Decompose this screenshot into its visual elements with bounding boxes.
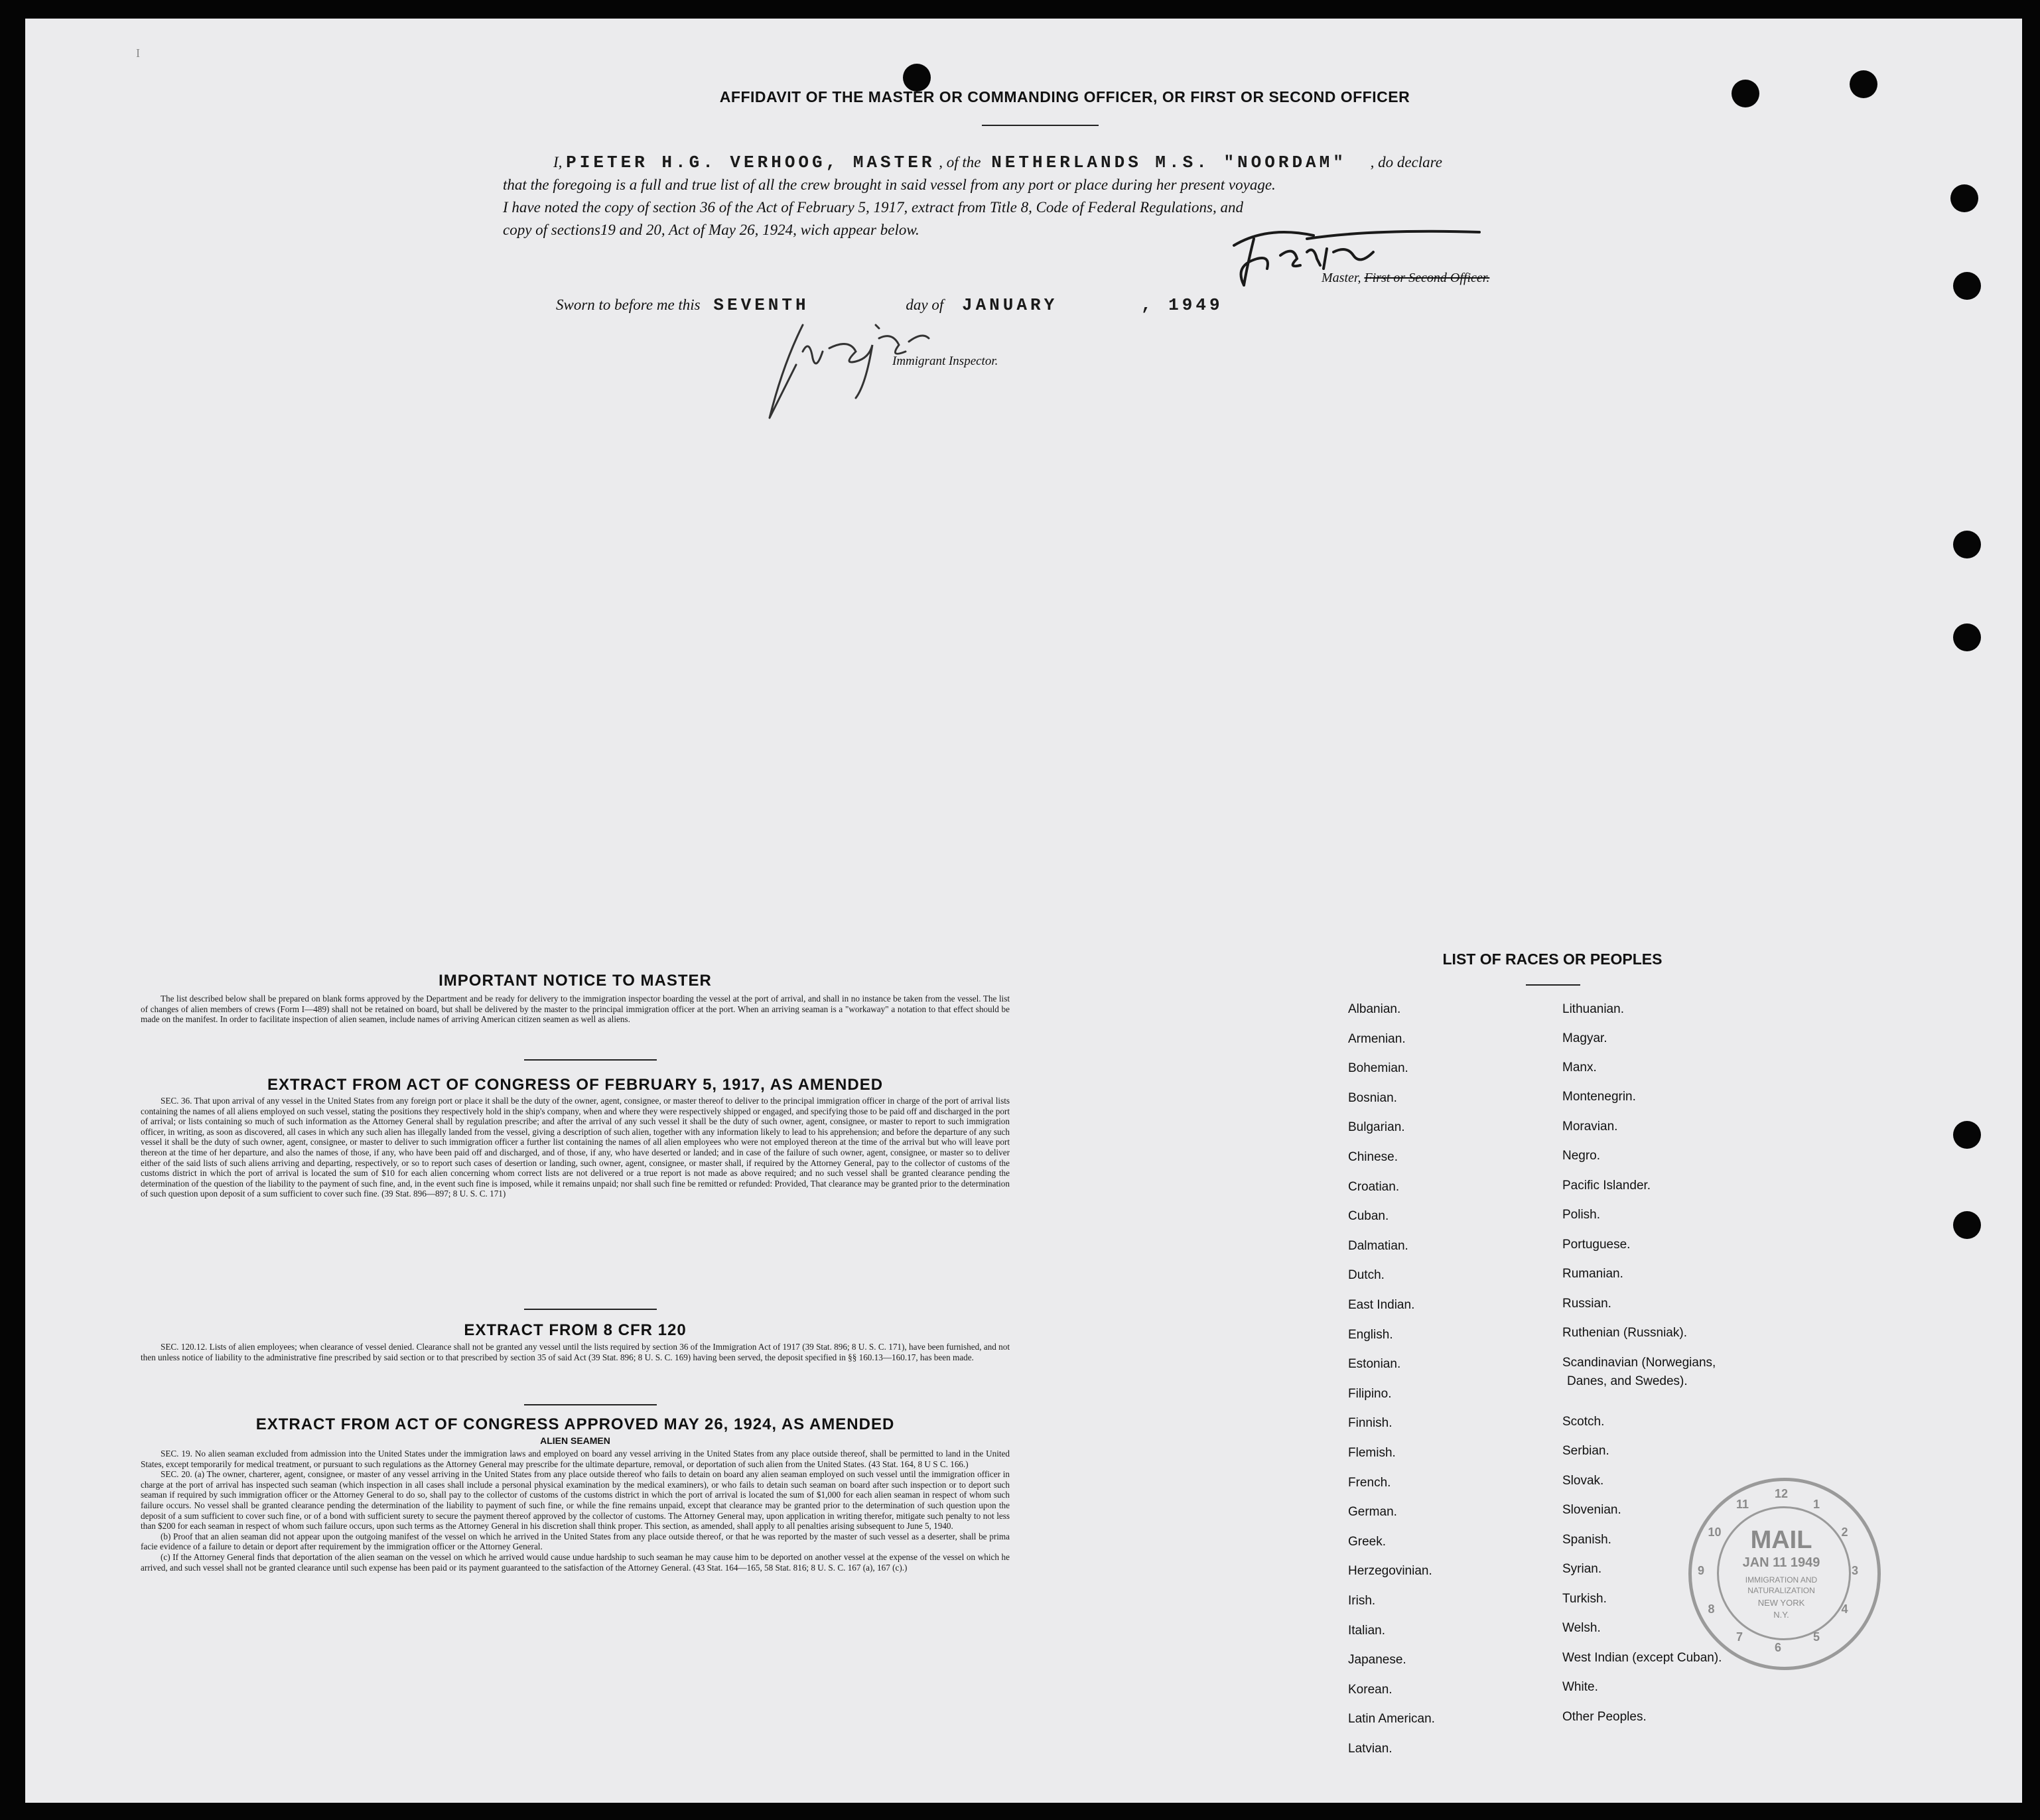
race-item: Italian. bbox=[1348, 1623, 1385, 1638]
stamp-digit: 6 bbox=[1775, 1641, 1782, 1654]
declaration-line-1 bbox=[503, 151, 1568, 174]
race-item: Rumanian. bbox=[1562, 1267, 1623, 1281]
extract2-paragraph: SEC. 120.12. Lists of alien employees; when clearance of vessel denied. Clearance shall not be granted any vessel until the lists required by section 36 of the Immigration Act of 1917 (39 Stat. 896; 8 U. S. C. 171), have been furnished, and not then unless notice of liability to the administrative fine prescribed by said section or to that prescribed by section 35 of said Act (39 Stat. 896; 8 U. S. C. 169) having been served, the deposit specified in §§ 160.13—160.17, has been made. bbox=[141, 1342, 1010, 1362]
stamp-digit: 8 bbox=[1708, 1602, 1715, 1616]
race-item: Latvian. bbox=[1348, 1742, 1393, 1756]
title-divider bbox=[982, 125, 1099, 126]
extract2-body bbox=[141, 1342, 1010, 1362]
race-item: Portuguese. bbox=[1562, 1238, 1631, 1252]
stamp-line-3: NEW YORK bbox=[1757, 1598, 1805, 1608]
race-item: Dalmatian. bbox=[1348, 1238, 1408, 1253]
race-item: Montenegrin. bbox=[1562, 1090, 1636, 1104]
race-item: Greek. bbox=[1348, 1534, 1387, 1549]
stamp-digit: 9 bbox=[1698, 1564, 1705, 1577]
punch-hole bbox=[1950, 184, 1978, 212]
declaration-lead: I, bbox=[553, 154, 563, 170]
race-item: Pacific Islander. bbox=[1562, 1179, 1651, 1193]
affidavit-title: AFFIDAVIT OF THE MASTER OR COMMANDING OFFICER, OR FIRST OR SECOND OFFICER bbox=[719, 88, 1410, 105]
struck-officer-label: First or Second Officer. bbox=[1364, 271, 1490, 285]
stamp-digit: 11 bbox=[1736, 1497, 1749, 1511]
race-item: Estonian. bbox=[1348, 1357, 1401, 1372]
notice-body bbox=[141, 994, 1010, 1025]
race-item: Other Peoples. bbox=[1562, 1710, 1647, 1724]
race-item: Chinese. bbox=[1348, 1150, 1398, 1164]
stamp-digit: 4 bbox=[1841, 1602, 1848, 1616]
punch-hole bbox=[1953, 531, 1981, 558]
race-item: Turkish. bbox=[1562, 1592, 1607, 1606]
inspector-label: Immigrant Inspector. bbox=[892, 354, 998, 368]
extract3-paragraph-2: SEC. 20. (a) The owner, charterer, agent, consignee, or master of any vessel arriving in the United States from any place outside thereof who fails to detain on board any alien seaman employed on such vessel until the immigration officer in charge at the port of arrival has inspected such seaman (which inspection in all cases shall include a personal physical examination by the medical examiners), or who fails to detain such seaman on board after such inspection or to deport such seaman if required by such immigration officer or the Attorney General to do so, shall pay to the collector of customs of the customs district in which the port of arrival is located the sum of $1,000 for each alien seaman in respect of whom such failure occurs. No vessel shall be granted clearance pending the determination of the liability to payment of such fine, or while the fine remains unpaid, except that clearance may be granted prior to the determination of such question upon the deposit of a sum sufficient to cover such fine, or of a bond with sufficient surety to secure the payment thereof approved by the collector of customs. The Attorney General may, upon application in writing therefor, mitigate such penalty to not less than $200 for each seaman in respect of whom such failure occurs, upon such terms as the Attorney General in his discretion shall think proper. This section, as amended, shall apply to all penalties arising subsequent to June 5, 1940. bbox=[141, 1469, 1010, 1531]
race-item: Armenian. bbox=[1348, 1031, 1406, 1046]
section-divider bbox=[524, 1059, 657, 1061]
race-item: Magyar. bbox=[1562, 1031, 1607, 1045]
section-divider bbox=[524, 1404, 657, 1405]
sworn-year: , 1949 bbox=[1140, 295, 1223, 315]
race-item: Syrian. bbox=[1562, 1562, 1602, 1576]
race-item: Slovenian. bbox=[1562, 1503, 1621, 1517]
race-item: Slovak. bbox=[1562, 1474, 1604, 1488]
extract3-paragraph-3: (b) Proof that an alien seaman did not appear upon the outgoing manifest of the vessel on which he arrived in the United States from any place outside thereof, or that he was reported by the master of such vessel as a deserter, shall be prima facie evidence of a failure to detain or deport after requirement by the immigration officer or the Attorney General. bbox=[141, 1531, 1010, 1552]
race-item: Bohemian. bbox=[1348, 1061, 1408, 1076]
race-item: Herzegovinian. bbox=[1348, 1564, 1432, 1579]
extract1-body bbox=[141, 1096, 1010, 1199]
master-label: Master, bbox=[1322, 271, 1361, 285]
race-item: Manx. bbox=[1562, 1061, 1597, 1074]
punch-hole bbox=[1953, 1121, 1981, 1149]
notice-title: IMPORTANT NOTICE TO MASTER bbox=[439, 972, 712, 990]
race-item: Albanian. bbox=[1348, 1002, 1401, 1016]
punch-hole bbox=[1953, 623, 1981, 651]
declaration-line-3: I have noted the copy of section 36 of the Act of February 5, 1917, extract from Title 8, Code of Federal Regulations, and bbox=[503, 199, 1243, 216]
race-item: Welsh. bbox=[1562, 1621, 1601, 1635]
extract1-title: EXTRACT FROM ACT OF CONGRESS OF FEBRUARY 5, 1917, AS AMENDED bbox=[267, 1076, 884, 1094]
race-item: German. bbox=[1348, 1505, 1397, 1520]
declaration-line-2: that the foregoing is a full and true list of all the crew brought in said vessel from any port or place during her present voyage. bbox=[503, 176, 1276, 193]
race-item: Japanese. bbox=[1348, 1653, 1406, 1667]
race-item: West Indian (except Cuban). bbox=[1562, 1651, 1722, 1665]
stamp-digit: 7 bbox=[1736, 1630, 1743, 1644]
punch-hole bbox=[1953, 272, 1981, 300]
stamp-digit: 3 bbox=[1852, 1564, 1859, 1577]
race-item: Serbian. bbox=[1562, 1444, 1609, 1458]
stamp-date: JAN 11 1949 bbox=[1742, 1555, 1820, 1570]
stamp-digit: 2 bbox=[1841, 1526, 1848, 1539]
race-item: Spanish. bbox=[1562, 1533, 1611, 1547]
race-item: Irish. bbox=[1348, 1594, 1376, 1608]
stamp-line-4: N.Y. bbox=[1773, 1610, 1789, 1620]
races-title: LIST OF RACES OR PEOPLES bbox=[1442, 950, 1663, 968]
race-item: Polish. bbox=[1562, 1208, 1601, 1222]
stamp-line-2: NATURALIZATION bbox=[1747, 1586, 1815, 1595]
race-item: Russian. bbox=[1562, 1297, 1611, 1311]
race-item: Danes, and Swedes). bbox=[1567, 1374, 1688, 1388]
extract3-paragraph-1: SEC. 19. No alien seaman excluded from admission into the United States under the immigration laws and employed on board any vessel arriving in the United States from any place outside thereof, shall be permitted to land in the United States, except temporarily for medical treatment, or pursuant to such regulations as the Attorney General may prescribe for the ultimate departure, removal, or deportation of such alien from the United States. (43 Stat. 164, 8 U S C. 166.) bbox=[141, 1449, 1010, 1469]
punch-hole bbox=[1732, 80, 1759, 107]
stamp-digit: 5 bbox=[1813, 1630, 1820, 1644]
race-item: French. bbox=[1348, 1475, 1391, 1490]
section-divider bbox=[524, 1309, 657, 1310]
extract1-paragraph: SEC. 36. That upon arrival of any vessel in the United States from any foreign port or place it shall be the duty of the owner, agent, consignee, or master thereof to deliver to the principal immigration officer in charge of the port of arrival lists containing the names of all aliens employed on such vessel, stating the positions they respectively hold in the ship's company, when and where they were respectively shipped or engaged, and specifying those to be paid off and discharged in the port of arrival; or lists containing so much of such information as the Attorney General shall by regulation prescribe; and after the arrival of any such vessel it shall be the duty of such owner, agent, consignee, or master to report to such immigration officer, in writing, as soon as discovered, all cases in which any such alien has illegally landed from the vessel, giving a description of such alien, together with any information likely to lead to his apprehension; and before the departure of any such vessel it shall be the duty of such owner, agent, consignee, or master to deliver to such immigration officer a further list containing the names of all alien employees who were not employed thereon at the time of the arrival but who will leave port thereon at the time of her departure, and also the names of those, if any, who have been paid off and discharged, and of those, if any, who have deserted or landed; and in case of the failure of such owner, agent, consignee, or master so to deliver either of the said lists of such aliens arriving and departing, respectively, or so to report such cases of desertion or landing, such owner, agent, consignee, or master shall, if required by the Attorney General, pay to the collector of customs of the customs district in which the port of arrival is located the sum of $10 for each alien concerning whom correct lists are not delivered or a true report is not made as above required; and no such vessel shall be granted clearance pending the determination of the question of the liability to the payment of such fine, and, in the event such fine is imposed, while it remains unpaid; nor shall such fine be remitted or refunded: Provided, That clearance may be granted prior to the determination of such question upon deposit of a sum sufficient to cover such fine. (39 Stat. 896—897; 8 U. S. C. 171) bbox=[141, 1096, 1010, 1199]
sworn-prefix: Sworn to before me this bbox=[556, 296, 701, 313]
punch-hole bbox=[1953, 1211, 1981, 1239]
declaration-line-4: copy of sections19 and 20, Act of May 26, 1924, wich appear below. bbox=[503, 222, 919, 238]
race-item: Moravian. bbox=[1562, 1120, 1618, 1134]
notice-paragraph: The list described below shall be prepared on blank forms approved by the Department and be ready for delivery to the immigration inspector boarding the vessel at the port of arrival, and shall in no instance be taken from the vessel. The list of changes of alien members of crews (Form I—489) shall not be retained on board, but shall be delivered by the master to the principal immigration officer at the port. When an arriving seaman is a "workaway" a notation to that effect should be made on the manifest. In order to facilitate inspection of alien seamen, include names of arriving American citizen seamen as well as aliens. bbox=[141, 994, 1010, 1025]
race-item: Korean. bbox=[1348, 1682, 1393, 1697]
race-item: Ruthenian (Russniak). bbox=[1562, 1326, 1687, 1340]
master-label-group bbox=[1322, 271, 1489, 286]
extract3-body bbox=[141, 1449, 1010, 1573]
master-name: PIETER H.G. VERHOOG, MASTER bbox=[566, 153, 935, 172]
race-item: East Indian. bbox=[1348, 1298, 1415, 1312]
extract3-paragraph-4: (c) If the Attorney General finds that deportation of the alien seaman on the vessel on which he arrived would cause undue hardship to such seaman he may cause him to be deported on another vessel at the expense of the vessel on which he arrived, and such vessel shall not be granted clearance until such expense has been paid or its payment guaranteed to the satisfaction of the Attorney General. (43 Stat. 164—165, 58 Stat. 816; 8 U. S. C. 167 (a), 167 (c).) bbox=[141, 1551, 1010, 1573]
race-item: Flemish. bbox=[1348, 1446, 1396, 1460]
stamp-digit: 12 bbox=[1775, 1487, 1789, 1500]
race-item: Croatian. bbox=[1348, 1179, 1400, 1194]
punch-hole bbox=[903, 64, 931, 92]
race-item: English. bbox=[1348, 1327, 1393, 1342]
race-item: Lithuanian. bbox=[1562, 1002, 1624, 1016]
race-item: Bosnian. bbox=[1348, 1090, 1397, 1105]
race-item: Latin American. bbox=[1348, 1712, 1435, 1726]
extract2-title: EXTRACT FROM 8 CFR 120 bbox=[464, 1321, 687, 1339]
stamp-line-1: IMMIGRATION AND bbox=[1745, 1575, 1818, 1585]
stamp-word: MAIL bbox=[1750, 1526, 1812, 1554]
race-item: Finnish. bbox=[1348, 1416, 1393, 1431]
mail-received-stamp bbox=[1688, 1478, 1881, 1670]
stamp-digit: 10 bbox=[1708, 1526, 1722, 1539]
races-divider bbox=[1526, 984, 1580, 986]
sworn-day: SEVENTH bbox=[713, 295, 809, 315]
sworn-month: JANUARY bbox=[961, 295, 1058, 315]
race-item: Filipino. bbox=[1348, 1386, 1392, 1401]
race-item: Scotch. bbox=[1562, 1415, 1605, 1429]
race-item: Bulgarian. bbox=[1348, 1120, 1405, 1135]
day-of-text: day of bbox=[906, 296, 944, 313]
extract3-subtitle: ALIEN SEAMEN bbox=[540, 1435, 610, 1446]
punch-hole bbox=[1850, 70, 1877, 98]
race-item: Cuban. bbox=[1348, 1209, 1389, 1224]
extract3-title: EXTRACT FROM ACT OF CONGRESS APPROVED MAY 26, 1924, AS AMENDED bbox=[255, 1415, 895, 1433]
stamp-digit: 1 bbox=[1813, 1497, 1820, 1511]
corner-mark: I bbox=[136, 46, 140, 60]
race-item: White. bbox=[1562, 1680, 1598, 1694]
do-declare-text: , do declare bbox=[1370, 154, 1442, 170]
vessel-name: NETHERLANDS M.S. "NOORDAM" bbox=[991, 153, 1347, 172]
race-item: Negro. bbox=[1562, 1149, 1601, 1163]
of-the-text: , of the bbox=[939, 154, 981, 170]
race-item: Scandinavian (Norwegians, bbox=[1562, 1356, 1716, 1370]
race-item: Dutch. bbox=[1348, 1268, 1385, 1283]
